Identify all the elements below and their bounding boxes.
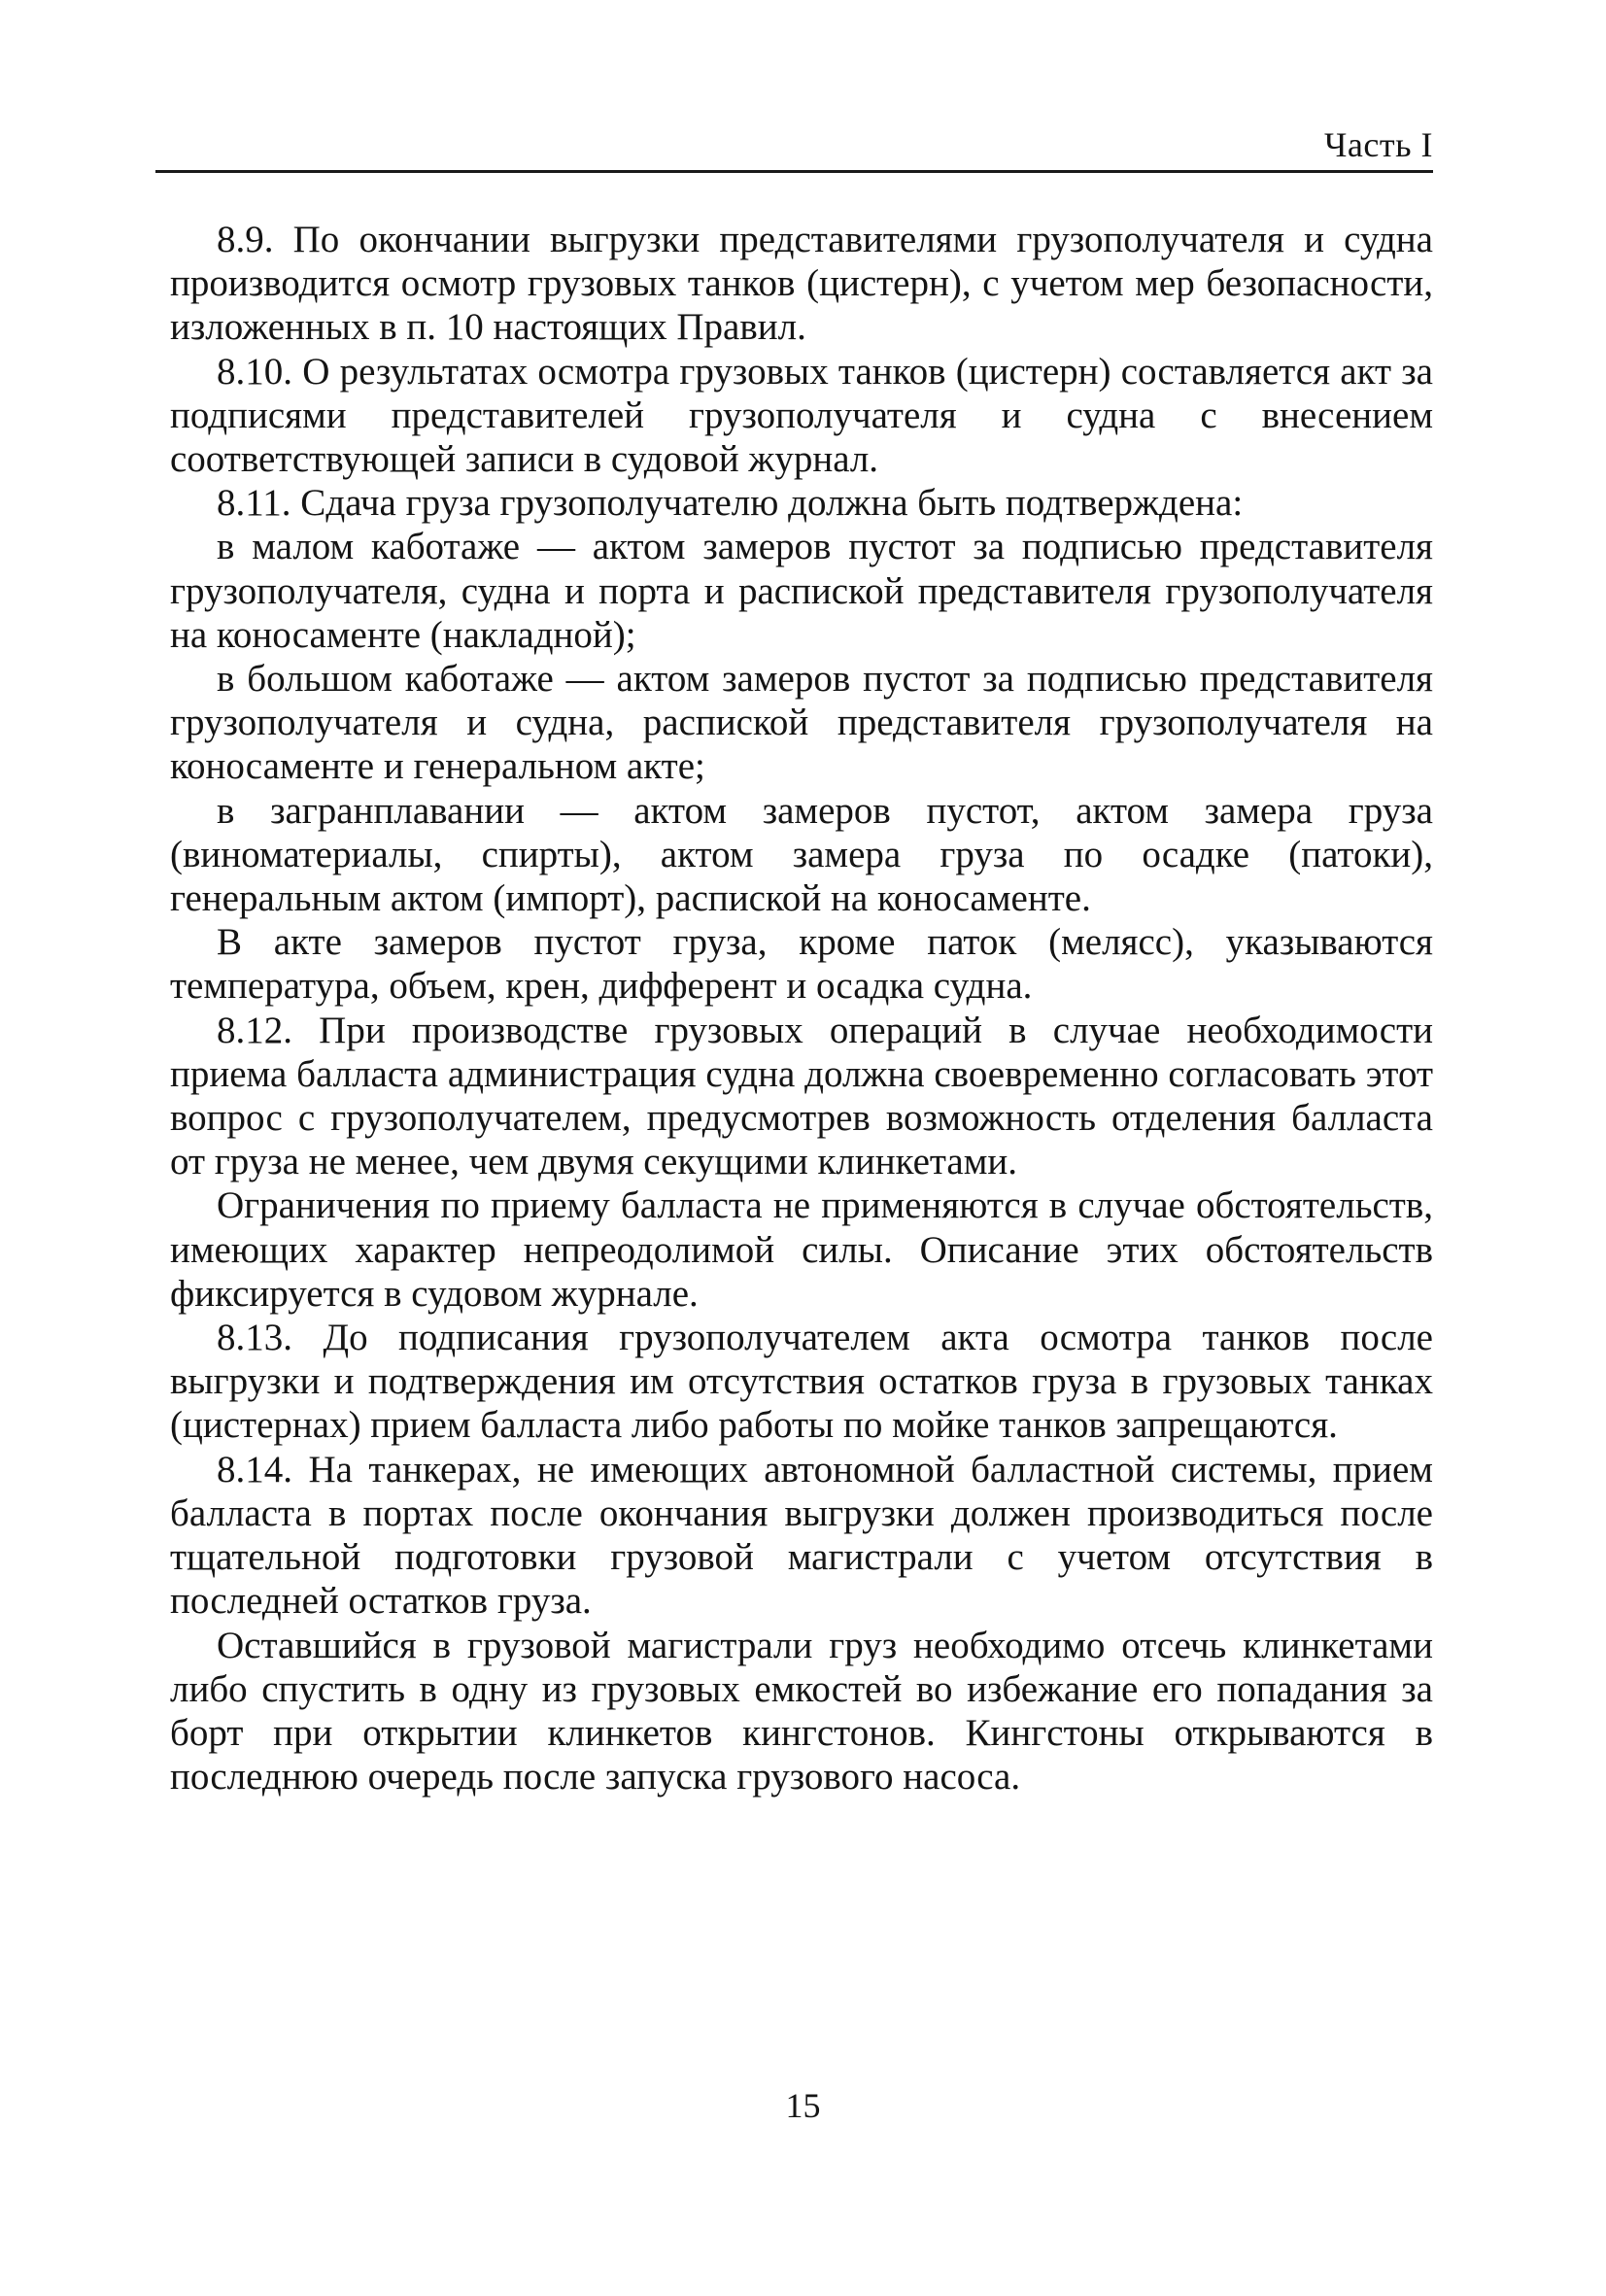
page-number: 15 <box>785 2086 821 2125</box>
paragraph-ballast-restrictions: Ограничения по приему балласта не применяются в случае обстоятельств, имеющих характер непреодолимой силы. Описание этих обстоятельств фиксируется в судовом журнале. <box>170 1184 1433 1315</box>
paragraph-small-cabotage: в малом каботаже — актом замеров пустот за подписью представителя грузополучателя, судна и порта и распиской представителя грузополучателя на коносаменте (накладной); <box>170 526 1433 656</box>
paragraph-8-12: 8.12. При производстве грузовых операций в случае необходимости приема балласта администрация судна должна своевременно согласовать этот вопрос с грузополучателем, предусмотрев возможность отделения балласта от груза не менее, чем двумя секущими клинкетами. <box>170 1009 1433 1183</box>
paragraph-remaining-cargo: Оставшийся в грузовой магистрали груз необходимо отсечь клинкетами либо спустить в одну из грузовых емкостей во избежание его попадания за борт при открытии клинкетов кингстонов. Кингстоны открываются в последнюю очередь после запуска грузового насоса. <box>170 1624 1433 1799</box>
paragraph-void-act: В акте замеров пустот груза, кроме паток (мелясс), указываются температура, объем, крен, дифферент и осадка судна. <box>170 921 1433 1008</box>
body-text <box>170 218 1433 1799</box>
paragraph-8-14: 8.14. На танкерах, не имеющих автономной балластной системы, прием балласта в портах после окончания выгрузки должен производиться после тщательной подготовки грузовой магистрали с учетом отсутствия в последней остатков груза. <box>170 1448 1433 1623</box>
paragraph-foreign-navigation: в загранплавании — актом замеров пустот, актом замера груза (виноматериалы, спирты), актом замера груза по осадке (патоки), генеральным актом (импорт), распиской на коносаменте. <box>170 789 1433 920</box>
header-rule <box>155 170 1433 173</box>
paragraph-8-9: 8.9. По окончании выгрузки представителями грузополучателя и судна производится осмотр грузовых танков (цистерн), с учетом мер безопасности, изложенных в п. 10 настоящих Правил. <box>170 219 1433 349</box>
paragraph-8-13: 8.13. До подписания грузополучателем акта осмотра танков после выгрузки и подтверждения им отсутствия остатков груза в грузовых танках (цистернах) прием балласта либо работы по мойке танков запрещаются. <box>170 1317 1433 1447</box>
paragraph-8-11: 8.11. Сдача груза грузополучателю должна быть подтверждена: <box>217 482 1244 525</box>
running-header: Часть I <box>1324 125 1433 164</box>
paragraph-8-10: 8.10. О результатах осмотра грузовых танков (цистерн) составляется акт за подписями представителей грузополучателя и судна с внесением соответствующей записи в судовой журнал. <box>170 350 1433 481</box>
paragraph-large-cabotage: в большом каботаже — актом замеров пустот за подписью представителя грузополучателя и судна, распиской представителя грузополучателя на коносаменте и генеральном акте; <box>170 658 1433 788</box>
